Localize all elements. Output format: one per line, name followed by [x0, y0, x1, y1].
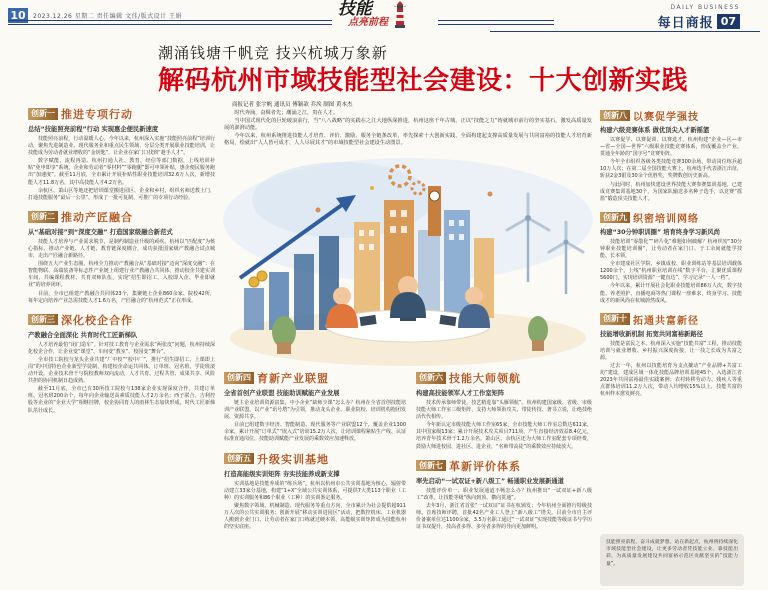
section-innovation-8	[600, 108, 742, 203]
section-title: 技能大师领航	[449, 372, 521, 385]
section-title: 织密培训网络	[633, 213, 699, 225]
section-innovation-5	[224, 451, 406, 532]
section-subtitle: 技能增收新机制 拓宽共同富裕新路径	[600, 330, 703, 338]
body-paragraph: 全市建成社区学院、乡镇成校、职业训练站等基层培训载体1200余个，上线“杭州职业培训在线”数字平台，汇聚优质课程5600门，实现培训资源“一键直达”、学习记录“一人一档”。	[600, 261, 742, 282]
section-chip: 创新九	[600, 212, 630, 224]
section-chip: 创新七	[416, 460, 446, 472]
body-paragraph: 与此同时，杭州加快建设世界技能大赛参赛集训基地，已建成竞赛集训基地30个，为国家队输送多名种子选手，以竞赛“摇篮”锻造顶尖技能人才。	[600, 181, 742, 202]
section-innovation-2	[28, 209, 215, 305]
center-illustration	[222, 150, 594, 366]
body-paragraph: 技能照亮前程，行动温暖人心。今年以来，杭州深入实施“技能照亮前程”培训行动，聚焦先进制造业、现代服务业和重点民生领域，分层分类开展职业技能培训，让技能成为劳动者就业增收的“金钥匙”，让企业在家门口找到“趁手人才”。	[28, 136, 215, 157]
section-title: 拓通共富新径	[633, 315, 699, 327]
body-paragraph: 以赛促学、以赛促训、以赛选才。杭州构建“企业—区—市—省—全国—世界”六级职业技能竞赛体系，形成覆盖全产业、贯通全年龄的“国字号”竞赛矩阵。	[600, 137, 742, 158]
intro-paragraph: 当中国式现代化的巨轮破浪前行，当“八八战略”的实践在之江大地纵深推进，杭州这座千年古城，正以“技能之力”铸就城市前行的坚实基石，激发高质量发展的澎湃动能。	[224, 117, 592, 132]
note-text: 技能照亮前程，奋斗成就梦想。站在新起点，杭州将持续深化市域技能型社会建设，让更多劳动者凭技能立业、靠技能出彩，为高质量发展建设共同富裕示范区贡献坚实的“技能力量”。	[606, 540, 738, 567]
header-rule-left	[8, 20, 332, 25]
section-title: 育新产业联盟	[257, 372, 329, 385]
section-innovation-1	[28, 106, 215, 202]
body-paragraph: 截至11月底，全市已有30所技工院校与138家企业实现深度合作，共建订单班、冠名班200余个，每年向企业输送高素质技能人才2万余名；西子联合、吉利控股等企业的“企业大学”相继挂牌，校企协同育人的雨林生态加快形成，时代工匠新梯队茁壮成长。	[28, 386, 215, 414]
section-title: 深化校企合作	[61, 313, 133, 327]
body-paragraph: 实训基地是技能养成的“练兵场”。杭州以杭州市公共实训基地为核心，辐射带动建立33家分基地，构建“1+X”全域公共实训体系，可提供7大类113个职业（工种）的实训服务和86个职业（工种）的实训鉴定服务。	[224, 480, 406, 501]
section-subtitle: 总结“技能照亮前程”行动 实现惠企便民新速度	[28, 126, 159, 133]
page-number-left: 10	[8, 8, 28, 23]
body-paragraph: 技能人才培养与产业需求脱节，是制约制造业升级的顽疾。杭州以“匹配度”为核心指标，推动产业链、人才链、教育链深度耦合，成功获批国家级产教融合试点城市，走出产匠融合新路径。	[28, 238, 215, 260]
section-chip: 创新八	[600, 110, 630, 122]
section-subtitle: 率先启动“一试双证+新八级工” 畅通职业发展新通道	[416, 477, 564, 485]
section-subtitle: 从“基础对接”到“深度交融” 打造国家级融合新范式	[28, 228, 173, 236]
body-paragraph: 数字赋能，流程再造。杭州打通人社、教育、经信等部门数据，上线培训补贴“免申即享”系统，企业和劳动者“零材料”“零跑腿”即可申领补贴，惠企便民服务跑出“加速度”。截至11月底，全市累计开展补贴性职业技能培训32.6万人次，新增技能人才11.8万名，其中高技能人才4.2万名。	[28, 158, 215, 186]
byline: 商报记者 张宇帆 通讯员 傅颖歆 乔埃 制图 黄本杰	[232, 102, 353, 108]
section-subtitle: 构建六级竞赛体系 做优顶尖人才新摇篮	[600, 127, 710, 134]
body-paragraph: 今年全市组织各级各类技能竞赛300余场，带动岗位练兵超10万人次；在第二届全国技能大赛上，杭州选手代表浙江出征，斩获2金3银及30余个优胜奖，奖牌数创历史新高。	[600, 159, 742, 180]
section-title: 以赛促学强技	[633, 112, 699, 123]
section-chip: 创新三	[28, 314, 58, 326]
body-paragraph: 余杭区、萧山区等地还把培训课堂搬进园区、企业和乡村，组织名师送教上门，打通技能服务“最后一公里”，形成了一批可复制、可推广的专项行动经验。	[28, 187, 215, 201]
column-4	[600, 108, 742, 532]
section-innovation-9	[600, 210, 742, 305]
logo-text-2: 点亮前程	[348, 17, 388, 28]
section-subtitle: 产教融合全面深化 共育时代工匠新梯队	[28, 331, 138, 339]
body-paragraph: 去年3月，浙江省首张“一试双证”证书在杭颁发；今年杭州全面推行特级技师、首席技师评聘，首批42名产业工人登上“新八级工”塔尖。目前全市自主评价备案单位达1100余家，3.5万名职工通过“一试双证”实现技能等级证书与学历证书双提升，技高者多得、多劳者多得的导向更加鲜明。	[416, 502, 592, 531]
body-paragraph: 今年新认定市级技能大师工作室65家，全市技能大师工作室总数达611家，其中国家级13家；累计开展技术攻关项目711项，产生直接经济效益8.4亿元，培养青年技术骨干1.2万余名。萧山区、余杭区还为大师工作室配套专项经费，鼓励大师进校园、进社区、进企业，“名师带高徒”的乘数效应持续放大。	[416, 422, 592, 450]
section-chip: 创新六	[416, 372, 446, 384]
section-innovation-10	[600, 312, 742, 399]
section-chip: 创新五	[224, 453, 254, 465]
lighthouse-icon	[392, 1, 408, 31]
section-chip: 创新四	[224, 372, 254, 384]
section-subtitle: 打造高能级实训矩阵 夯实技能养成新支撑	[224, 470, 340, 478]
section-innovation-3	[28, 312, 215, 415]
body-paragraph: 全市技工院校与龙头企业共建“厂中校”“校中厂”，推行“招生即招工、上课即上岗”的中国特色企业新型学徒制，构建校企命运共同体。订单班、冠名班、学徒班滚动开设，企业技术骨干与院校教师双向流动，人才共育、过程共管、成果共享、风险共担的协同机制日趋成熟。	[28, 356, 215, 385]
body-paragraph: 围绕五大产业生态圈，杭州全力推动产教融合从“基础对接”迈向“深度交融”：在智能物联、高端装备等标志性产业链上组建行业产教融合共同体，推动校企共建实训车间、共编课程教材、共育双师队伍，实现“招生即招工、入校即入企、毕业即就业”的培养闭环。	[28, 261, 215, 289]
intro-paragraph: 今年以来，杭州系统推进技能人才培育、评价、激励、服务全链条改革，率先探索十大创新实践，全面构建起支撑高质量发展与共同富裕的技能人才培育新格局，绘就出“人人皆可成才、人人尽展其才”的市域技能型社会建设生动图景。	[224, 132, 592, 147]
header-rule-right	[438, 20, 554, 25]
section-chip: 创新十	[600, 313, 630, 325]
kicker: 潮涌钱塘千帆竞 技兴杭城万象新	[158, 44, 388, 62]
body-paragraph: 聚焦数字领域、机械制造、现代服务等重点方向，全市累计为社会提供超911万人次的公共实训服务；创新开展“移动实训进园区”活动，把数控机床、工业机器人搬到企业门口，让劳动者在家门口练就过硬本领，高能级实训矩阵成为技能杭州的坚实底座。	[224, 502, 406, 531]
column-3	[416, 370, 592, 586]
body-paragraph: 过去一年，杭州以技能培育为支点撬动“产业品牌+共富工坊”建设，建成区域一体化技能品牌培训基地45个，入选浙江省2023年共同富裕最佳实践案例；农村转移劳动力、残疾人等重点群体培训11.2万人次，带动人均增收15%以上，技能共富的杭州样本愈发鲜亮。	[600, 362, 742, 398]
section-subtitle: 全省首创产业联盟 技能助训赋能产业发展	[224, 390, 340, 397]
column-2	[224, 370, 406, 586]
section-innovation-7	[416, 458, 592, 532]
body-paragraph: 技能培训“零散化”“碎片化”难题如何破解？杭州织密“30分钟职业技能培训圈”，让劳动者在家门口、于工余间就能学技能、长本领。	[600, 238, 742, 260]
section-title: 推动产匠融合	[61, 210, 133, 224]
illustration-svg	[222, 150, 594, 366]
section-chip: 创新一	[28, 108, 58, 120]
body-paragraph: 人才培养最怕“闭门造车”。针对技工教育与企业需求“两张皮”问题，杭州持续深化校企合作，让企业变“课堂”、车间变“教室”、校园变“舞台”。	[28, 341, 215, 355]
section-title: 推进专项行动	[61, 108, 133, 121]
column-1	[28, 106, 215, 586]
dateline: 2023.12.26 星期二 责任编辑 文佳/版式设计 王娟	[33, 13, 183, 20]
intro-paragraph: 时代奔涌，奋楫者先；潮涌之江，贵在人才。	[234, 110, 339, 116]
section-innovation-4	[224, 370, 406, 444]
body-paragraph: 目前已组建数字经济、智能制造、现代服务等产业联盟12个，覆盖企业1300余家，累计开展“订单式”“嵌入式”培训15.2万人次，让培训课程紧贴生产线、认证标准直通岗位，技能助训赋能产业发展的乘数效应加速释放。	[224, 422, 406, 443]
intro-block	[224, 110, 592, 148]
body-paragraph: 目前，全市已组建产教融合共同体23个，集聚链上企业860余家、院校42所，每年定向培养产业急需技能人才1.6万名，产匠融合的“杭州范式”正在形成。	[28, 290, 215, 304]
header-underline-right	[490, 31, 760, 32]
masthead-block	[658, 4, 740, 31]
body-paragraph: 今年以来，累计开展社会化职业技能培训86万人次，数字技能、养老照护、直播电商等热门课程一座难求，终身学习、技能成才的新风尚在杭城蔚然成风。	[600, 283, 742, 304]
section-title: 升级实训基地	[257, 452, 329, 466]
logo-text-1: 技能	[338, 0, 372, 19]
section-subtitle: 构建“30分钟职训圈” 培育终身学习新风尚	[600, 228, 720, 236]
body-paragraph: 技能是富民之本。杭州深入实施“技能共富”工程，推动技能培训与就业增收、乡村振兴深度衔接，让一技之长成为共富之源。	[600, 340, 742, 361]
body-paragraph: 链主企业培训资源富集，中小企业“缺师少课”怎么办？杭州在全省首创技能培训产业联盟，以产业“讯号塔”为引领，推动龙头企业、职业院校、培训机构抱团发展、资源共享。	[224, 400, 406, 421]
section-chip: 创新二	[28, 211, 58, 223]
masthead-chinese: 每日商报	[657, 16, 714, 31]
page-number-right: 07	[717, 14, 740, 29]
section-title: 革新评价体系	[449, 459, 521, 473]
note-box	[600, 534, 744, 586]
masthead-english: DAILY BUSINESS	[670, 4, 740, 11]
campaign-logo	[338, 1, 434, 31]
headline: 解码杭州市域技能型社会建设：十大创新实践	[158, 66, 689, 96]
body-paragraph: 技能评价单一、职业发展通道不畅怎么办？杭州推出“一试双证+新八级工”改革，让技能等级“纵向到顶、横向贯通”。	[416, 487, 592, 501]
body-paragraph: 技术传承靠师带徒，技艺精进靠“头雁领航”。杭州构建国家级、省级、市级技能大师工作室三级矩阵，支持大师领衔攻关、带徒传技、著书立说，让绝技绝活代代相传。	[416, 400, 592, 421]
section-subtitle: 构建高技能领军人才工作室矩阵	[416, 390, 505, 397]
section-innovation-6	[416, 370, 592, 451]
